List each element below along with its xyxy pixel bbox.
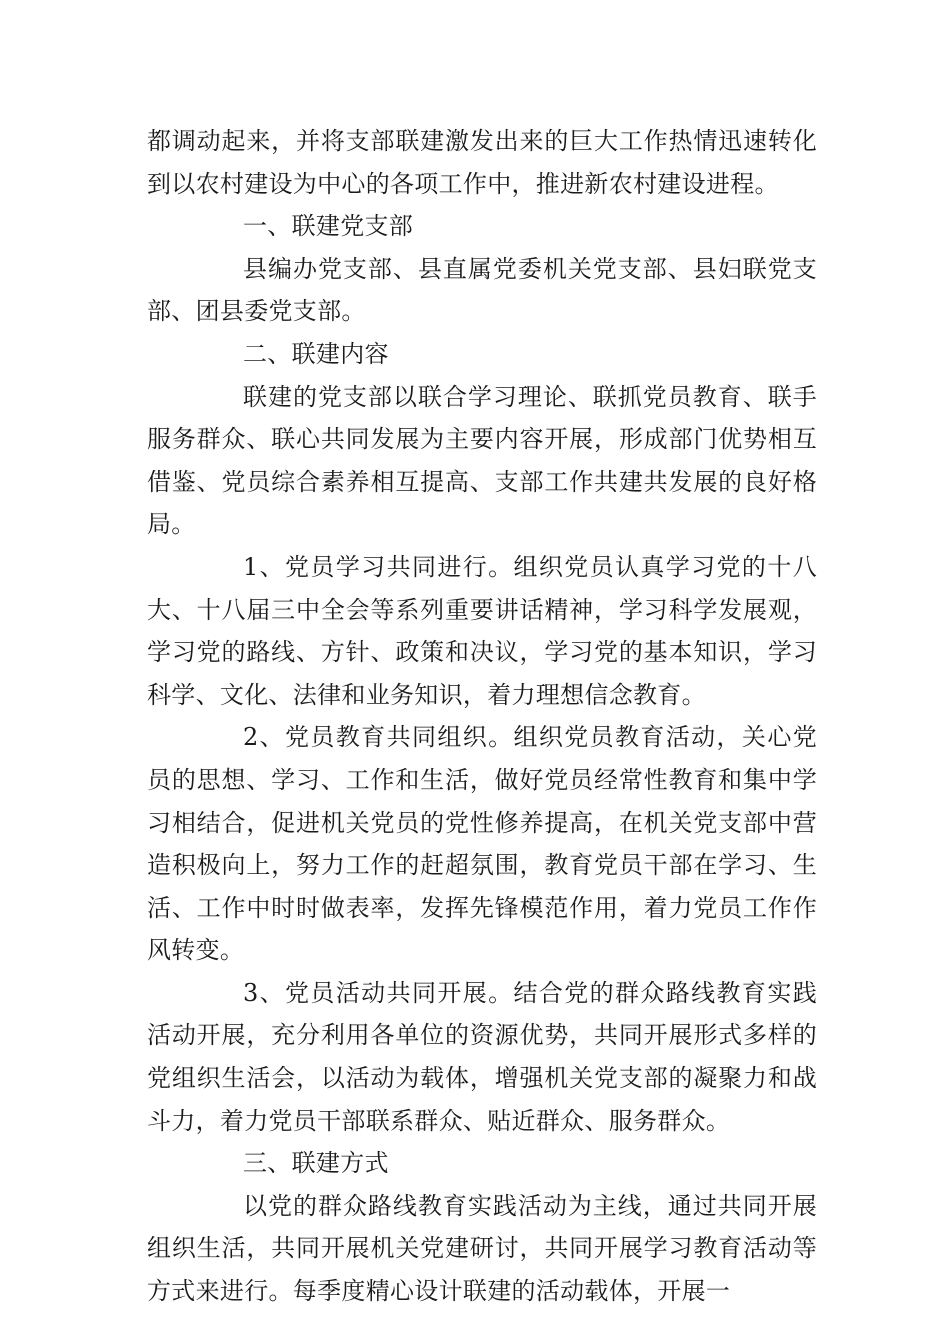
section-heading-3: 三、联建方式 [243,1149,389,1178]
section-heading-1: 一、联建党支部 [243,212,414,241]
paragraph-item-3: 3、党员活动共同开展。结合党的群众路线教育实践活动开展，充分利用各单位的资源优势，共同开展形式多样的党组织生活会，以活动为载体，增强机关党支部的凝聚力和战斗力，着力党员干部联系群众、贴近群众、服务群众。 [147,978,817,1135]
paragraph-continuation: 都调动起来，并将支部联建激发出来的巨大工作热情迅速转化到以农村建设为中心的各项工作中，推进新农村建设进程。 [147,127,817,198]
paragraph-branches: 县编办党支部、县直属党委机关党支部、县妇联党支部、团县委党支部。 [147,254,817,326]
paragraph-item-2: 2、党员教育共同组织。组织党员教育活动，关心党员的思想、学习、工作和生活，做好党员经常性教育和集中学习相结合，促进机关党员的党性修养提高，在机关党支部中营造积极向上，努力工作的赶超氛围，教育党员干部在学习、生活、工作中时时做表率，发挥先锋模范作用，着力党员工作作风转变。 [147,723,817,965]
paragraph-item-1: 1、党员学习共同进行。组织党员认真学习党的十八大、十八届三中全会等系列重要讲话精神，学习科学发展观，学习党的路线、方针、政策和决议，学习党的基本知识，学习科学、文化、法律和业务知识，着力理想信念教育。 [147,552,817,709]
paragraph-method: 以党的群众路线教育实践活动为主线，通过共同开展组织生活，共同开展机关党建研讨，共同开展学习教育活动等方式来进行。每季度精心设计联建的活动载体，开展一 [147,1191,817,1306]
section-heading-2: 二、联建内容 [243,339,389,368]
document-body [147,120,817,1313]
paragraph-content: 联建的党支部以联合学习理论、联抓党员教育、联手服务群众、联心共同发展为主要内容开展，形成部门优势相互借鉴、党员综合素养相互提高、支部工作共建共发展的良好格局。 [147,382,817,539]
